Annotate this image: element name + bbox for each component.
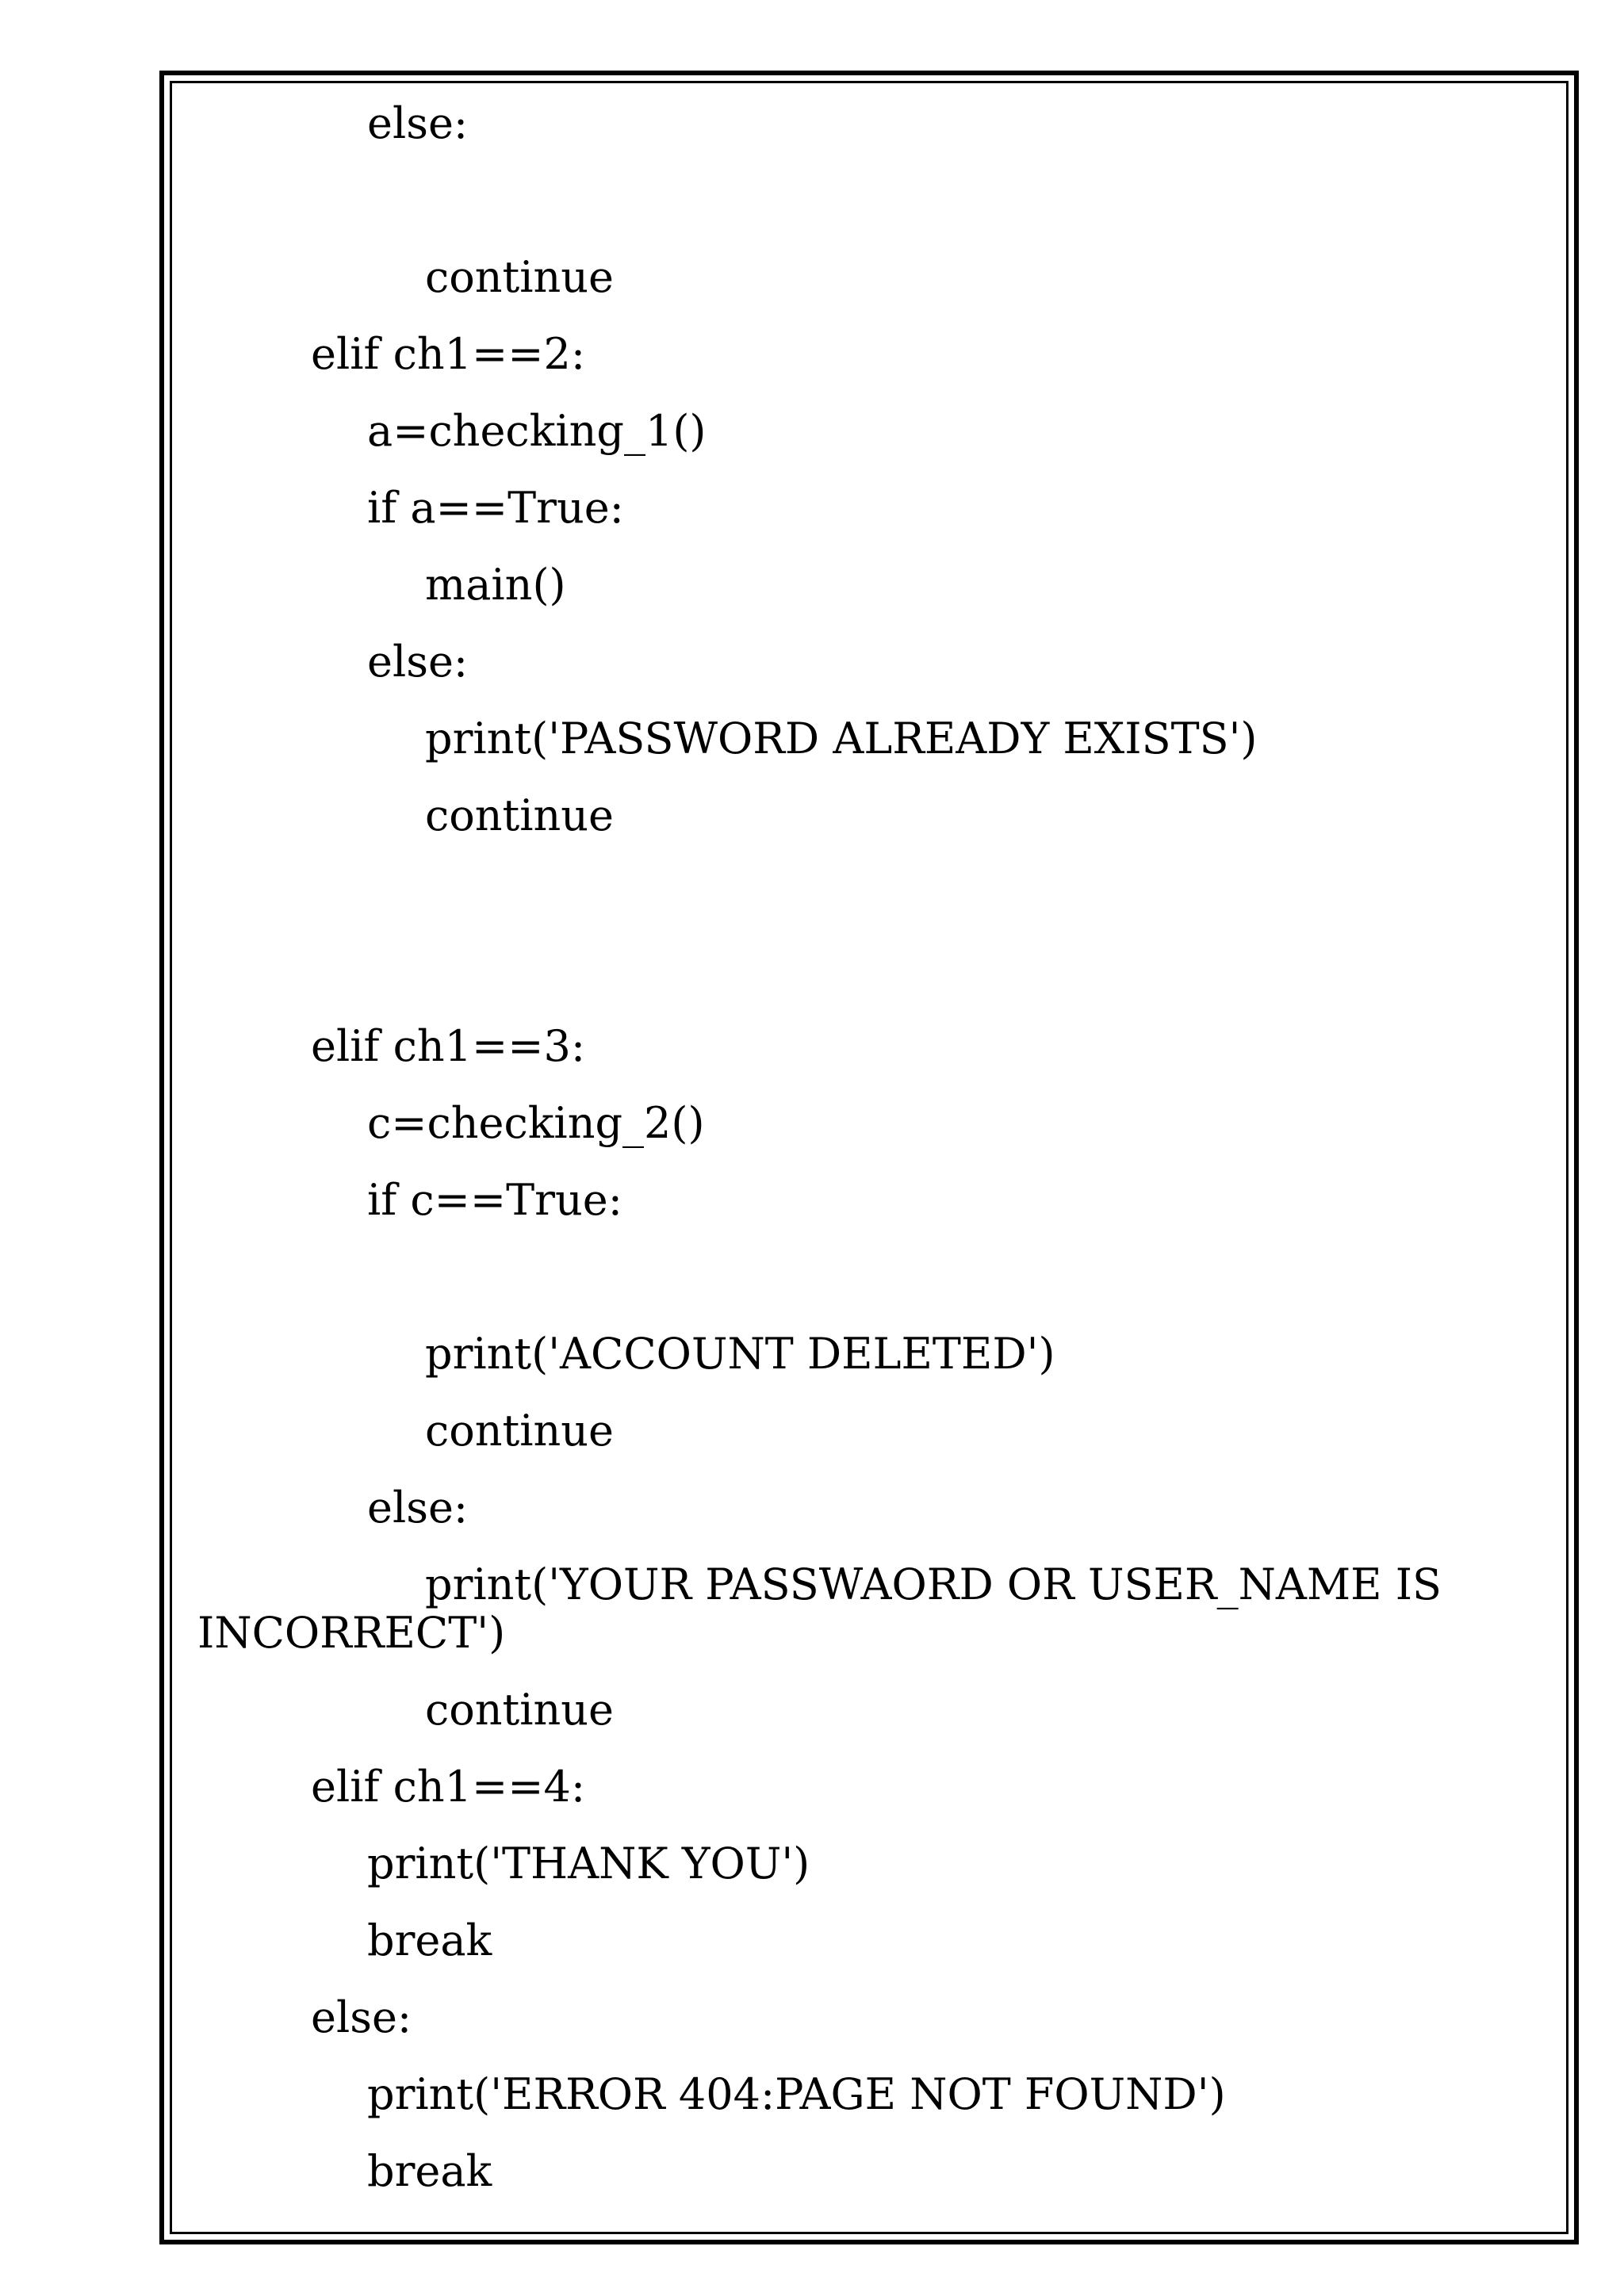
code-line: main() (425, 560, 566, 610)
code-line: else: (367, 1483, 469, 1533)
blank-line (197, 1253, 1545, 1301)
code-line: elif ch1==4: (311, 1762, 586, 1812)
code-line: elif ch1==2: (311, 329, 586, 379)
code-line: if a==True: (367, 483, 624, 533)
code-line: continue (425, 1406, 615, 1456)
code-line: if c==True: (367, 1175, 622, 1225)
blank-line (197, 945, 1545, 993)
code-line: break (367, 1915, 492, 1965)
code-line: break (367, 2146, 492, 2196)
blank-line (197, 868, 1545, 916)
code-line: print('ACCOUNT DELETED') (425, 1329, 1055, 1379)
blank-line (197, 176, 1545, 224)
code-line: elif ch1==3: (311, 1021, 586, 1071)
code-line: else: (367, 637, 469, 687)
code-line: c=checking_2() (367, 1098, 705, 1148)
code-line: continue (425, 1685, 615, 1735)
code-line: continue (425, 790, 615, 840)
code-listing (197, 99, 1545, 2224)
code-line: else: (311, 1992, 412, 2042)
code-line: a=checking_1() (367, 406, 707, 456)
code-line: print('THANK YOU') (367, 1839, 810, 1888)
code-line: print('YOUR PASSWAORD OR USER_NAME IS INCORRECT') (197, 1559, 1442, 1658)
code-line: print('PASSWORD ALREADY EXISTS') (425, 714, 1258, 763)
code-line: else: (367, 98, 469, 148)
code-line: continue (425, 252, 615, 302)
code-line: print('ERROR 404:PAGE NOT FOUND') (367, 2069, 1226, 2119)
